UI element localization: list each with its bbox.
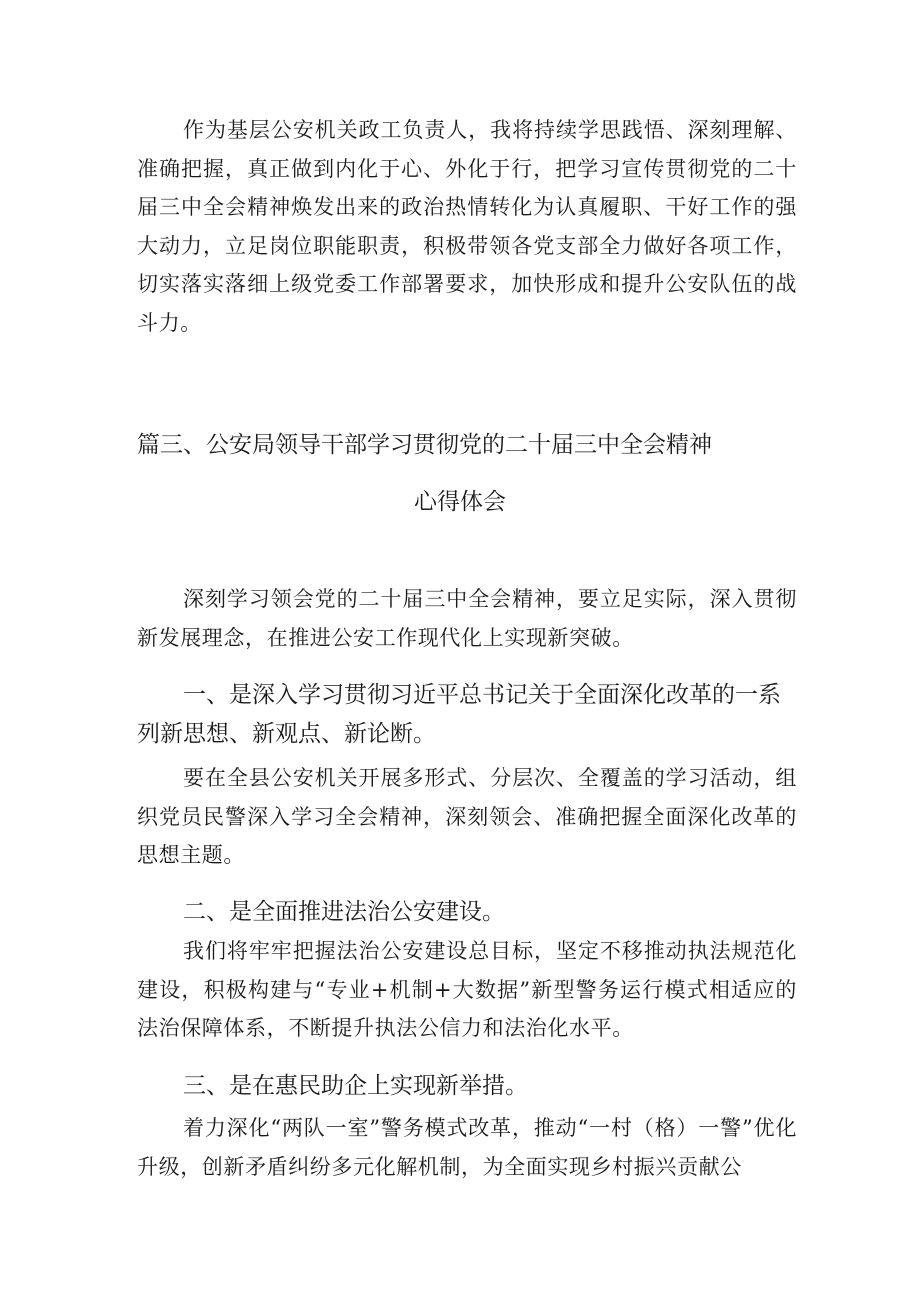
section-title-line1: 篇三、公安局领导干部学习贯彻党的二十届三中全会精神 [137,432,712,458]
paragraph-two: 我们将牢牢把握法治公安建设总目标，坚定不移推动执法规范化建设，积极构建与“专业+机制+大数据”新型警务运行模式相适应的法治保障体系，不断提升执法公信力和法治化水平。 [137,939,797,1040]
paragraph-one: 要在全县公安机关开展多形式、分层次、全覆盖的学习活动，组织党员民警深入学习全会精神，深刻领会、准确把握全面深化改革的思想主题。 [137,766,797,867]
subheading-three: 三、是在惠民助企上实现新举措。 [183,1073,528,1099]
paragraph-three: 着力深化“两队一室”警务模式改革，推动“一村（格）一警”优化升级，创新矛盾纠纷多元化解机制，为全面实现乡村振兴贡献公 [137,1116,797,1179]
section-title-line2: 心得体会 [414,489,506,515]
paragraph-lead: 深刻学习领会党的二十届三中全会精神，要立足实际，深入贯彻新发展理念，在推进公安工作现代化上实现新突破。 [137,587,797,650]
subheading-one: 一、是深入学习贯彻习近平总书记关于全面深化改革的一系列新思想、新观点、新论断。 [137,682,781,747]
subheading-two: 二、是全面推进法治公安建设。 [183,899,505,925]
paragraph-intro: 作为基层公安机关政工负责人，我将持续学思践悟、深刻理解、准确把握，真正做到内化于心、外化于行，把学习宣传贯彻党的二十届三中全会精神焕发出来的政治热情转化为认真履职、干好工作的强大动力，立足岗位职能职责，积极带领各党支部全力做好各项工作，切实落实落细上级党委工作部署要求，加快形成和提升公安队伍的战斗力。 [137,118,797,335]
